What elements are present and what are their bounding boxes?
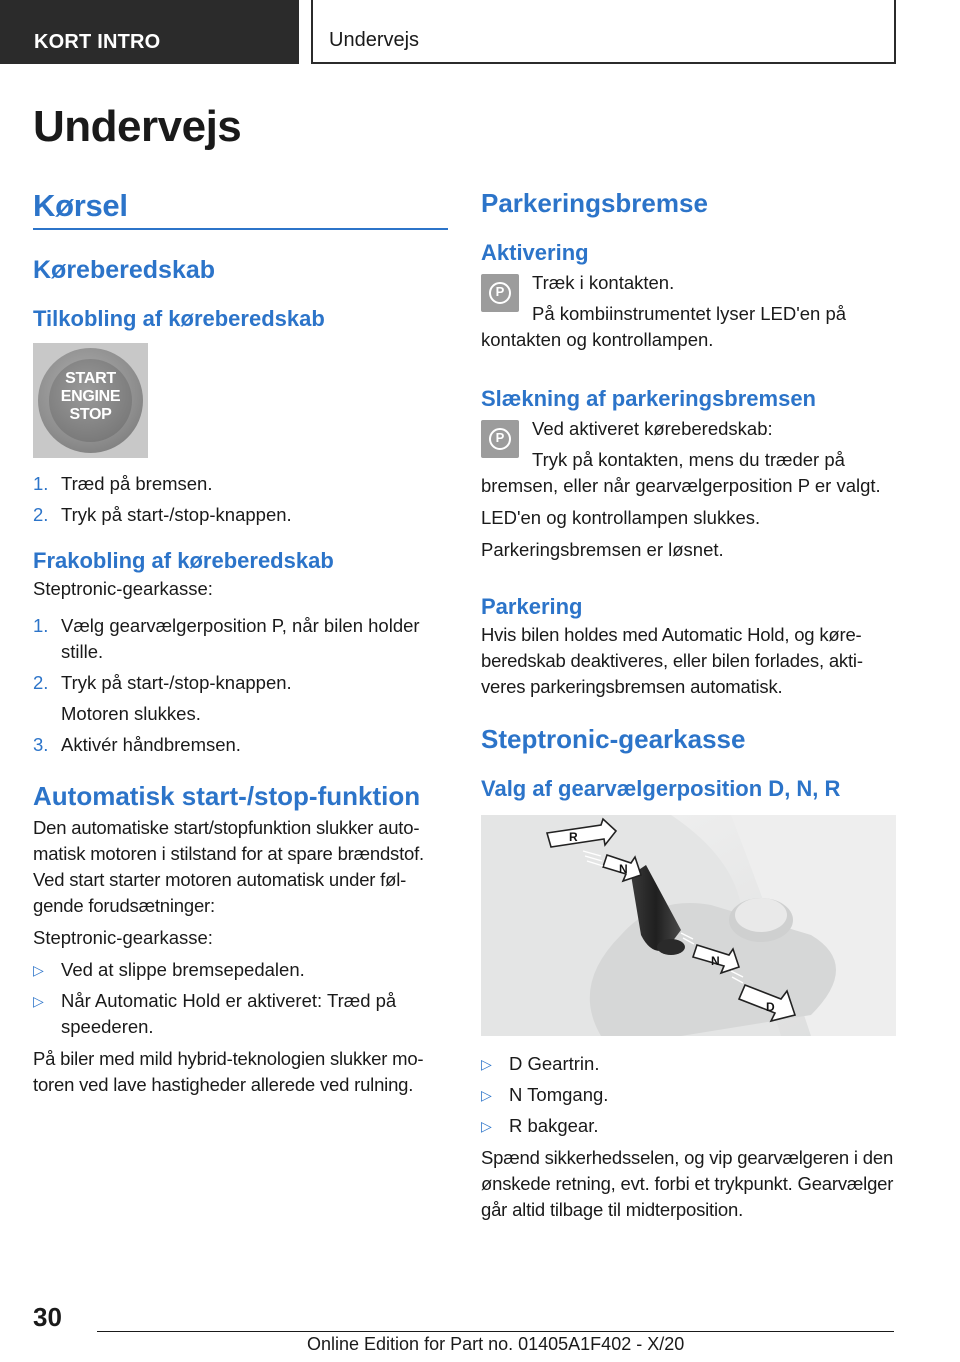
gear-arrow-label: N	[619, 862, 628, 876]
autostop-steptronic: Steptronic-gearkasse:	[33, 927, 213, 948]
brake-icon-letter: P	[495, 284, 505, 299]
heading-valg-gear: Valg af gearvælgerposition D, N, R	[481, 776, 841, 801]
release-led-off: LED'en og kontrollampen slukkes.	[481, 507, 761, 528]
header-chapter-tab	[311, 0, 896, 64]
release-block	[481, 416, 899, 499]
step-text: Aktivér håndbremsen.	[61, 734, 241, 755]
gear-selector-image	[481, 815, 896, 1036]
release-loosened: Parkeringsbremsen er løsnet.	[481, 539, 724, 560]
bullet-text: Ved at slippe bremsepedalen.	[61, 959, 305, 980]
heading-parkering: Parkering	[481, 594, 583, 619]
heading-koreberedskab: Køreberedskab	[33, 256, 216, 284]
step-number: 1.	[33, 615, 49, 636]
release-line-2: Tryk på kontakten, mens du træder på bremsen, eller når gearvælgerposition P er valgt.	[481, 449, 881, 496]
gear-instructions: Spænd sikkerhedsselen, og vip gearvælgeren i den ønskede retning, evt. forbi et trykpunkt. Gearvælger går altid tilbage til midterposition.	[481, 1147, 894, 1220]
triangle-bullet-icon: ▷	[33, 993, 44, 1009]
step-number: 1.	[33, 473, 49, 494]
heading-autostop: Automatisk start-/stop-funktion	[33, 781, 421, 811]
step-number: 2.	[33, 504, 49, 525]
list-item	[33, 670, 448, 696]
left-column	[33, 188, 448, 1098]
list-item	[33, 957, 448, 983]
triangle-bullet-icon: ▷	[33, 962, 44, 978]
list-item	[481, 1082, 899, 1108]
mild-hybrid-paragraph: På biler med mild hybrid-teknologien slukker mo-toren ved lave hastigheder allerede ved rulning.	[33, 1048, 424, 1095]
start-button-text	[33, 370, 148, 424]
disconnect-steps	[33, 613, 448, 758]
step-text: Tryk på start-/stop-knappen.	[61, 672, 292, 693]
autostop-paragraph: Den automatiske start/stopfunktion slukker auto-matisk motoren i stilstand for at spare brændstof. Ved start starter motoren automatisk under føl-gende forudsætninger:	[33, 817, 425, 916]
header-chapter-label: Undervejs	[329, 29, 420, 51]
gear-bullets	[481, 1051, 899, 1139]
heading-slaekning: Slækning af parkeringsbremsen	[481, 386, 816, 411]
list-item	[481, 1051, 899, 1077]
brake-icon-letter: P	[495, 430, 505, 445]
list-item	[33, 732, 448, 758]
list-item	[33, 502, 448, 528]
footer-edition: Online Edition for Part no. 01405A1F402 - X/20	[307, 1334, 685, 1354]
right-column	[481, 188, 899, 1223]
triangle-bullet-icon: ▷	[481, 1087, 492, 1103]
start-text-line: START	[65, 370, 116, 387]
heading-parkeringsbremse: Parkeringsbremse	[481, 188, 708, 218]
page-title: Undervejs	[33, 102, 242, 151]
release-line-1: Ved aktiveret køreberedskab:	[532, 418, 773, 439]
parking-brake-icon	[481, 420, 519, 458]
connect-steps	[33, 471, 448, 528]
activate-line-2: På kombiinstrumentet lyser LED'en på kontakten og kontrollampen.	[481, 303, 847, 350]
step-number: 2.	[33, 672, 49, 693]
gear-arrow-label: D	[766, 1000, 775, 1014]
autostop-bullets	[33, 957, 448, 1040]
bullet-text: D Geartrin.	[509, 1053, 600, 1074]
engine-text-line: ENGINE	[60, 388, 121, 405]
heading-frakobling: Frakobling af køreberedskab	[33, 548, 334, 573]
triangle-bullet-icon: ▷	[481, 1118, 492, 1134]
list-item	[33, 988, 448, 1040]
parking-paragraph: Hvis bilen holdes med Automatic Hold, og køre-beredskab deaktiveres, eller bilen forlades, akti-veres parkeringsbremsen automatisk.	[481, 624, 863, 697]
start-engine-stop-button-image	[33, 343, 148, 458]
activate-block	[481, 270, 899, 353]
heading-korsel: Kørsel	[33, 188, 448, 230]
header-section-tab	[0, 0, 299, 64]
bullet-text: N Tomgang.	[509, 1084, 609, 1105]
list-item	[33, 613, 448, 665]
gear-selector-illustration	[481, 815, 896, 1036]
list-item	[481, 1113, 899, 1139]
step-text: Træd på bremsen.	[61, 473, 213, 494]
page-number: 30	[33, 1302, 62, 1332]
gear-arrow-label: R	[569, 830, 578, 844]
disconnect-intro: Steptronic-gearkasse:	[33, 578, 213, 599]
step-number: 3.	[33, 734, 49, 755]
footer-divider	[97, 1331, 894, 1332]
bullet-text: R bakgear.	[509, 1115, 599, 1136]
activate-line-1: Træk i kontakten.	[532, 272, 675, 293]
header-section-label: KORT INTRO	[34, 31, 161, 53]
heading-steptronic: Steptronic-gearkasse	[481, 724, 746, 754]
gear-arrow-label: N	[711, 954, 720, 968]
heading-tilkobling: Tilkobling af køreberedskab	[33, 306, 325, 331]
step-text: Vælg gearvælgerposition P, når bilen holder stille.	[61, 615, 420, 662]
step-note: Motoren slukkes.	[61, 703, 201, 724]
heading-aktivering: Aktivering	[481, 240, 589, 265]
step-text: Tryk på start-/stop-knappen.	[61, 504, 292, 525]
bullet-text: Når Automatic Hold er aktiveret: Træd på speederen.	[61, 990, 397, 1037]
parking-brake-icon	[481, 274, 519, 312]
stop-text-line: STOP	[69, 406, 112, 423]
triangle-bullet-icon: ▷	[481, 1056, 492, 1072]
list-item	[33, 471, 448, 497]
